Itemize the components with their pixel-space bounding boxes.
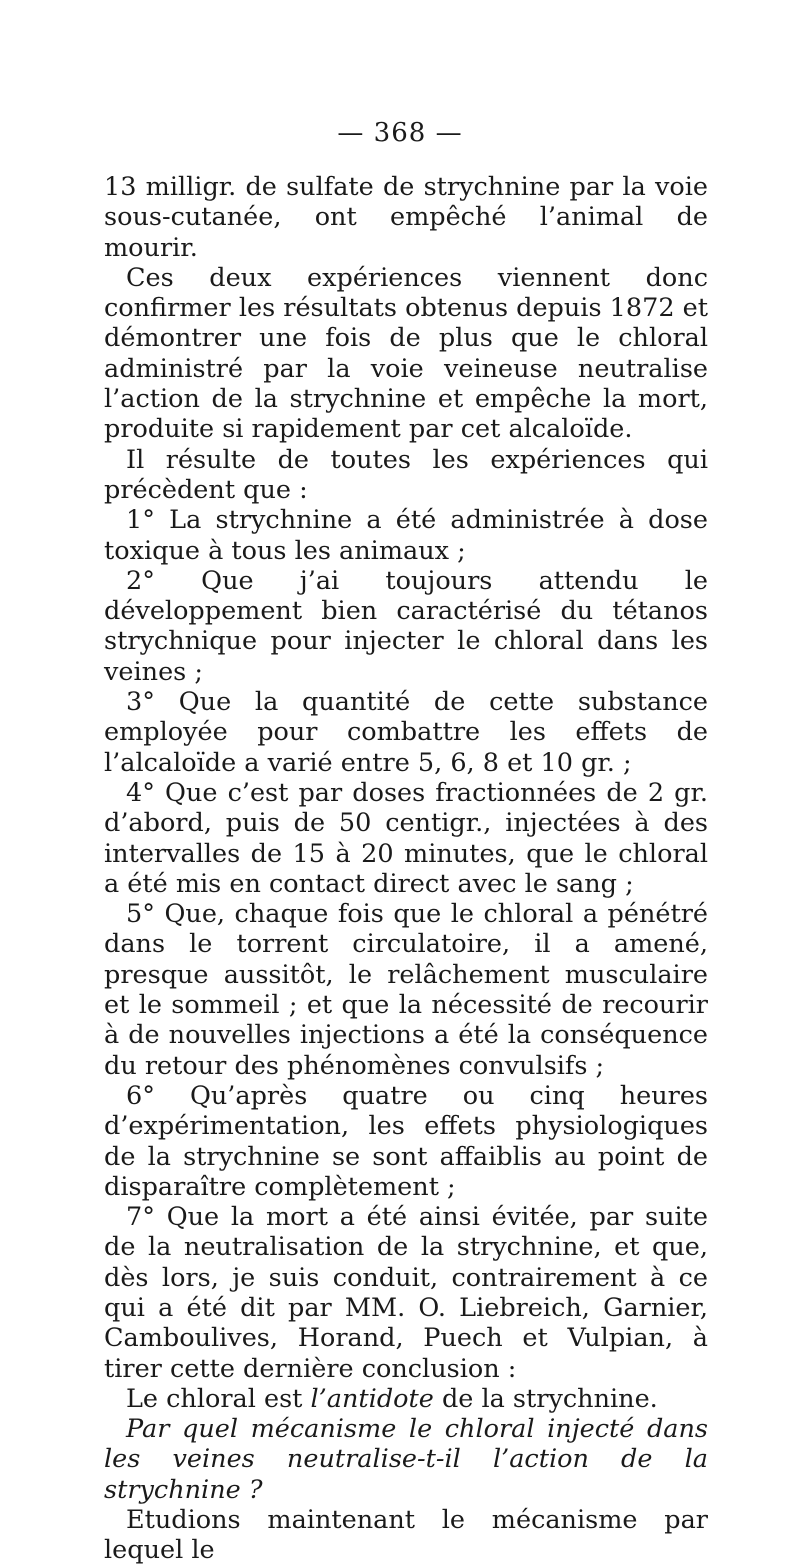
list-item-1: 1° La strychnine a été administrée à dose toxique à tous les animaux ; <box>104 505 708 566</box>
conclusion <box>104 1384 708 1414</box>
list-item-3: 3° Que la quantité de cette substance employée pour combattre les effets de l’alcaloïde a varié entre 5, 6, 8 et 10 gr. ; <box>104 687 708 778</box>
question-heading: Par quel mécanisme le chloral injecté dans les veines neutralise-t-il l’action de la strychnine ? <box>104 1414 708 1505</box>
paragraph-1: 13 milligr. de sulfate de strychnine par la voie sous-cutanée, ont empêché l’animal de mourir. <box>104 172 708 263</box>
paragraph-2: Ces deux expériences viennent donc confirmer les résultats obtenus depuis 1872 et démontrer une fois de plus que le chloral administré par la voie veineuse neutralise l’action de la strychnine et empêche la mort, produite si rapidement par cet alcaloïde. <box>104 262 708 445</box>
last-paragraph: Etudions maintenant le mécanisme par lequel le <box>104 1505 708 1566</box>
body-text <box>104 172 708 1566</box>
list-item-6: 6° Qu’après quatre ou cinq heures d’expérimentation, les effets physiologiques de la strychnine se sont affaiblis au point de disparaître complètement ; <box>104 1080 708 1202</box>
list-item-5: 5° Que, chaque fois que le chloral a pénétré dans le torrent circulatoire, il a amené, presque aussitôt, le relâchement musculaire et le sommeil ; et que la nécessité de recourir à de nouvelles injections a été la conséquence du retour des phénomènes convulsifs ; <box>104 899 708 1081</box>
page-number: — 368 — <box>337 118 463 148</box>
list-item-4: 4° Que c’est par doses fractionnées de 2 gr. d’abord, puis de 50 centigr., injectées à des intervalles de 15 à 20 minutes, que le chloral a été mis en contact direct avec le sang ; <box>104 777 708 899</box>
conclusion-before: Le chloral est <box>126 1383 311 1414</box>
conclusion-italic: l’antidote <box>310 1383 434 1414</box>
conclusion-after: de la strychnine. <box>433 1383 658 1414</box>
paragraph-3: Il résulte de toutes les expériences qui précèdent que : <box>104 444 708 505</box>
list-item-2: 2° Que j’ai toujours attendu le développement bien caractérisé du tétanos strychnique pour injecter le chloral dans les veines ; <box>104 565 708 687</box>
list-item-7: 7° Que la mort a été ainsi évitée, par suite de la neutralisation de la strychnine, et que, dès lors, je suis conduit, contrairement à ce qui a été dit par MM. O. Liebreich, Garnier, Camboulives, Horand, Puech et Vulpian, à tirer cette dernière conclusion : <box>104 1202 708 1384</box>
